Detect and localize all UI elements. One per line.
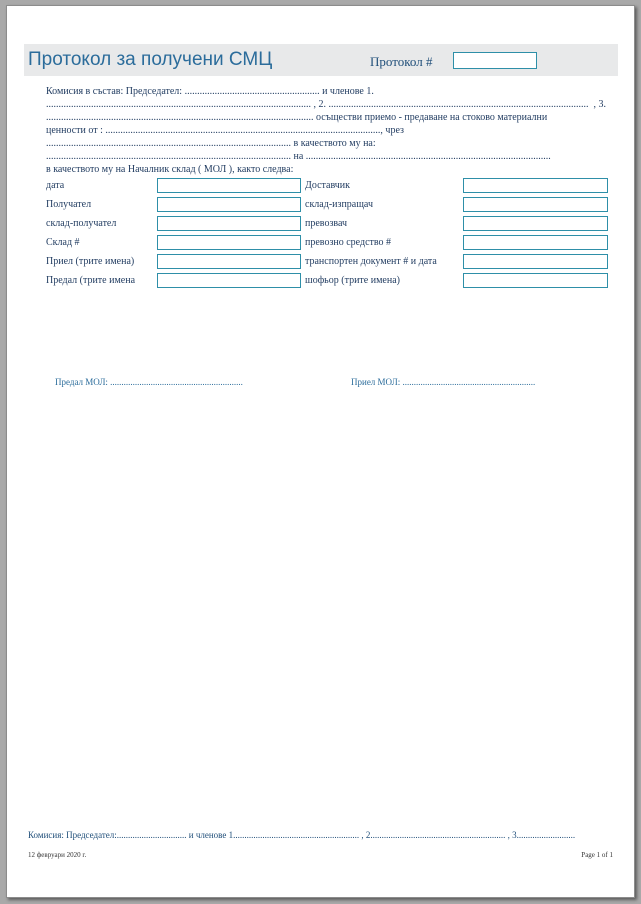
receiving-warehouse-field[interactable] [157,216,301,231]
intro-line-2-members: .......................................................................................................... , 2. ........................................................................................................ [46,99,589,110]
receiving-warehouse-label: склад-получател [46,218,117,229]
warehouse-number-field[interactable] [157,235,301,250]
warehouse-number-label: Склад # [46,237,80,248]
vehicle-number-label: превозно средство # [305,237,392,248]
handed-mol-signature: Предал МОЛ: ........................................................... [55,377,243,387]
commission-paragraph [46,85,606,176]
document-page [6,5,635,898]
title-bar [24,44,618,76]
vehicle-number-field[interactable] [463,235,608,250]
intro-line-3: ........................................................................................................... осъществи приемо - предаване на стоково материални [46,112,548,123]
footer-commission-line: Комисия: Председател:............................... и членове 1........................................................ , 2............................................................ , 3.......................... [28,830,576,840]
footer-page-number: Page 1 of 1 [581,851,613,859]
sending-warehouse-label: склад-изпращач [305,199,374,210]
date-field[interactable] [157,178,301,193]
received-by-label: Приел (трите имена) [46,256,135,267]
intro-line-5: .................................................................................................. в качеството му на: [46,138,376,149]
handed-by-label: Предал (трите имена [46,275,136,286]
protocol-number-label: Протокол # [370,54,433,69]
intro-line-6: .................................................................................................. на .................................................................................................. [46,151,551,162]
received-by-field[interactable] [157,254,301,269]
sending-warehouse-field[interactable] [463,197,608,212]
intro-line-2 [46,98,606,111]
protocol-number-field[interactable] [453,52,537,69]
intro-line-7: в качеството му на Началник склад ( МОЛ ), както следва: [46,164,294,175]
transport-document-label: транспортен документ # и дата [305,256,437,267]
intro-line-4: ценности от : .............................................................................................................., чрез [46,125,404,136]
carrier-label: превозвач [305,218,348,229]
driver-field[interactable] [463,273,608,288]
recipient-field[interactable] [157,197,301,212]
transport-document-field[interactable] [463,254,608,269]
supplier-label: Доставчик [305,180,351,191]
driver-label: шофьор (трите имена) [305,275,400,286]
received-mol-signature: Приел МОЛ: ........................................................... [351,377,536,387]
date-label: дата [46,180,65,191]
supplier-field[interactable] [463,178,608,193]
handed-by-field[interactable] [157,273,301,288]
intro-line-2-third: , 3. [593,99,606,110]
recipient-label: Получател [46,199,92,210]
page-title: Протокол за получени СМЦ [28,49,273,70]
intro-line-1: Комисия в състав: Председател: ...................................................... и членове 1. [46,86,374,97]
carrier-field[interactable] [463,216,608,231]
footer-date: 12 февруари 2020 г. [28,851,87,859]
